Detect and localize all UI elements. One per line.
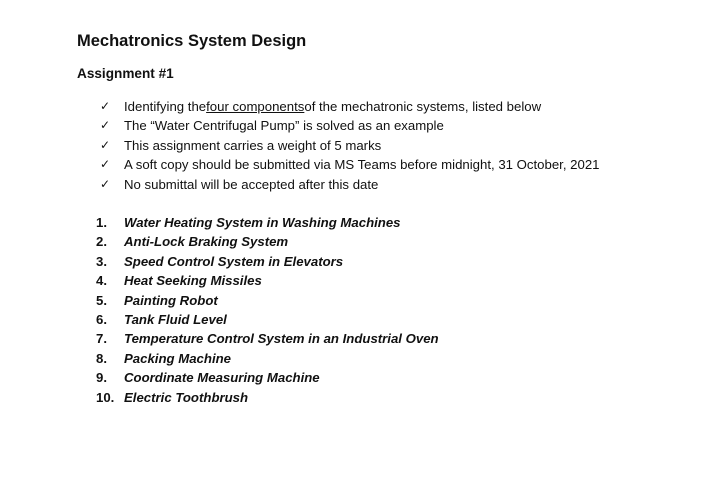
checkmark-icon: ✓ — [100, 157, 111, 172]
instruction-text-start: Identifying the — [124, 99, 207, 114]
item-text: Speed Control System in Elevators — [124, 253, 344, 269]
item-number: 6. — [96, 311, 107, 327]
system-item — [96, 252, 439, 271]
instruction-item — [100, 155, 600, 174]
item-number: 7. — [96, 331, 107, 347]
checkmark-icon: ✓ — [100, 118, 111, 133]
item-number: 3. — [96, 253, 107, 269]
instruction-list — [100, 97, 600, 194]
item-number: 9. — [96, 370, 107, 386]
system-item — [96, 388, 439, 407]
instruction-item — [100, 97, 600, 116]
document-title: Mechatronics System Design — [77, 32, 307, 50]
item-text: Water Heating System in Washing Machines — [124, 215, 401, 230]
item-number: 4. — [96, 273, 107, 289]
system-item — [96, 213, 439, 232]
item-number: 1. — [96, 215, 107, 230]
item-number: 10. — [96, 389, 115, 405]
item-text: Electric Toothbrush — [124, 389, 249, 405]
assignment-heading: Assignment #1 — [77, 66, 174, 81]
system-item — [96, 349, 439, 368]
systems-list — [96, 213, 439, 407]
instruction-text: The “Water Centrifugal Pump” is solved as an example — [124, 118, 444, 134]
item-text: Anti-Lock Braking System — [124, 234, 289, 250]
item-number: 8. — [96, 350, 107, 366]
item-text: Coordinate Measuring Machine — [124, 370, 320, 386]
instruction-text: This assignment carries a weight of 5 marks — [124, 137, 382, 153]
system-item — [96, 310, 439, 329]
system-item — [96, 291, 439, 310]
item-text: Heat Seeking Missiles — [124, 273, 262, 289]
item-text: Tank Fluid Level — [124, 311, 227, 327]
instruction-item — [100, 116, 600, 135]
instruction-item — [100, 175, 600, 194]
system-item — [96, 329, 439, 348]
item-number: 5. — [96, 292, 107, 308]
instruction-text: A soft copy should be submitted via MS Teams before midnight, 31 October, 2021 — [124, 157, 600, 173]
item-text: Packing Machine — [124, 350, 232, 366]
instruction-underlined-text: four components — [206, 99, 305, 114]
instruction-text-end: of the mechatronic systems, listed below — [304, 99, 542, 114]
checkmark-icon: ✓ — [100, 137, 111, 152]
item-text: Painting Robot — [124, 292, 218, 308]
instruction-text: No submittal will be accepted after this date — [124, 176, 379, 192]
system-item — [96, 368, 439, 387]
item-text: Temperature Control System in an Industrial Oven — [124, 331, 439, 347]
system-item — [96, 232, 439, 251]
instruction-item — [100, 136, 600, 155]
system-item — [96, 271, 439, 290]
checkmark-icon: ✓ — [100, 176, 111, 191]
item-number: 2. — [96, 234, 107, 250]
checkmark-icon: ✓ — [100, 99, 111, 113]
